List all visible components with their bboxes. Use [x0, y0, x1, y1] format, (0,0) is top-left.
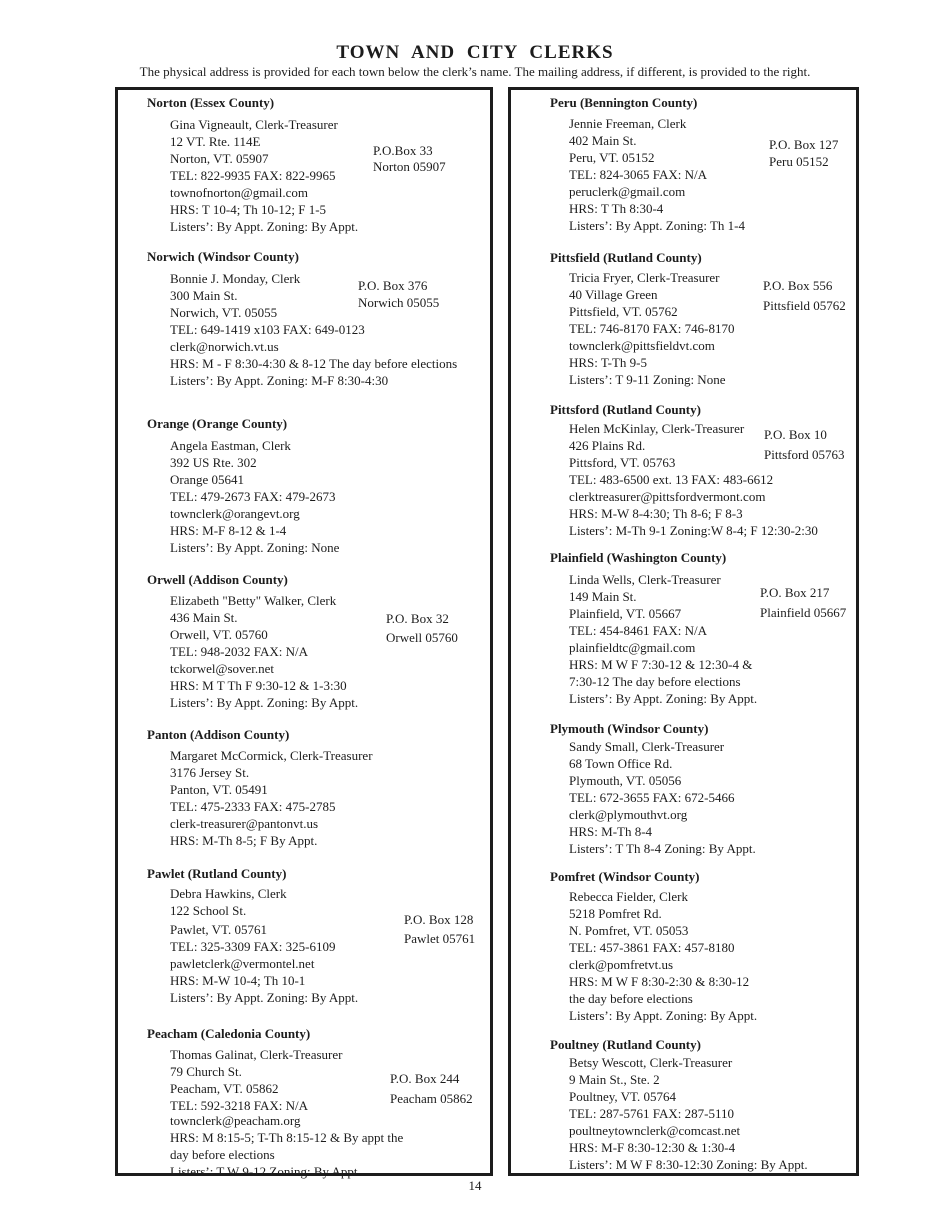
town-name: Orwell (Addison County) — [147, 572, 288, 587]
entry-line: HRS: M - F 8:30-4:30 & 8-12 The day before elections — [170, 356, 458, 371]
entry-line: HRS: T 10-4; Th 10-12; F 1-5 — [170, 202, 327, 217]
entry-line: Thomas Galinat, Clerk-Treasurer — [170, 1047, 343, 1062]
entry-line: 79 Church St. — [170, 1064, 242, 1079]
town-name: Norwich (Windsor County) — [147, 249, 299, 264]
entry-line: townofnorton@gmail.com — [170, 185, 308, 200]
entry-line: Listers’: M W F 8:30-12:30 Zoning: By Appt. — [569, 1157, 808, 1172]
entry-line: 12 VT. Rte. 114E — [170, 134, 261, 149]
entry-line: Listers’: T W 9-12 Zoning: By Appt — [170, 1164, 358, 1179]
mailing-address: Pawlet 05761 — [404, 931, 476, 946]
entry-line: Poultney, VT. 05764 — [569, 1089, 677, 1104]
entry-line: clerk-treasurer@pantonvt.us — [170, 816, 319, 831]
entry-line: 3176 Jersey St. — [170, 765, 250, 780]
entry-line: Listers’: T Th 8-4 Zoning: By Appt. — [569, 841, 756, 856]
entry-line: townclerk@orangevt.org — [170, 506, 300, 521]
entry-line: Elizabeth "Betty" Walker, Clerk — [170, 593, 337, 608]
right-column — [508, 87, 859, 1176]
mailing-address: Orwell 05760 — [386, 630, 458, 645]
entry-line: Pittsfield, VT. 05762 — [569, 304, 678, 319]
entry-line: HRS: M-W 10-4; Th 10-1 — [170, 973, 306, 988]
entry-line: pawletclerk@vermontel.net — [170, 956, 315, 971]
entry-line: peruclerk@gmail.com — [569, 184, 686, 199]
page-title: TOWN AND CITY CLERKS — [336, 42, 614, 63]
entry-line: Margaret McCormick, Clerk-Treasurer — [170, 748, 373, 763]
entry-line: Peru, VT. 05152 — [569, 150, 655, 165]
entry-line: 300 Main St. — [170, 288, 238, 303]
entry-line: TEL: 325-3309 FAX: 325-6109 — [170, 939, 336, 954]
entry-line: HRS: M T Th F 9:30-12 & 1-3:30 — [170, 678, 347, 693]
entry-line: Pawlet, VT. 05761 — [170, 922, 268, 937]
entry-line: TEL: 592-3218 FAX: N/A — [170, 1098, 309, 1113]
entry-line: Listers’: M-Th 9-1 Zoning:W 8-4; F 12:30-2:30 — [569, 523, 818, 538]
entry-line: townclerk@peacham.org — [170, 1113, 301, 1128]
entry-line: Pittsford, VT. 05763 — [569, 455, 676, 470]
entry-line: Orange 05641 — [170, 472, 245, 487]
mailing-address: P.O. Box 32 — [386, 611, 449, 626]
entry-line: Listers’: By Appt. Zoning: M-F 8:30-4:30 — [170, 373, 389, 388]
entry-line: TEL: 287-5761 FAX: 287-5110 — [569, 1106, 735, 1121]
entry-line: N. Pomfret, VT. 05053 — [569, 923, 689, 938]
entry-line: Tricia Fryer, Clerk-Treasurer — [569, 270, 720, 285]
page-subtitle: The physical address is provided for each town below the clerk’s name. The mailing address, if different, is provided to the right. — [139, 64, 811, 79]
town-name: Poultney (Rutland County) — [550, 1037, 701, 1052]
entry-line: 402 Main St. — [569, 133, 637, 148]
entry-line: Debra Hawkins, Clerk — [170, 886, 287, 901]
entry-line: Linda Wells, Clerk-Treasurer — [569, 572, 721, 587]
town-name: Panton (Addison County) — [147, 727, 290, 742]
entry-line: TEL: 672-3655 FAX: 672-5466 — [569, 790, 735, 805]
mailing-address: Peru 05152 — [769, 154, 829, 169]
town-name: Orange (Orange County) — [147, 416, 288, 431]
entry-line: 9 Main St., Ste. 2 — [569, 1072, 660, 1087]
entry-line: townclerk@pittsfieldvt.com — [569, 338, 715, 353]
entry-line: HRS: M 8:15-5; T-Th 8:15-12 & By appt the — [170, 1130, 404, 1145]
mailing-address: Peacham 05862 — [390, 1091, 473, 1106]
town-name: Pittsford (Rutland County) — [550, 402, 701, 417]
entry-line: poultneytownclerk@comcast.net — [569, 1123, 741, 1138]
entry-line: Listers’: By Appt. Zoning: Th 1-4 — [569, 218, 745, 233]
entry-line: Angela Eastman, Clerk — [170, 438, 291, 453]
left-column — [115, 87, 493, 1179]
town-name: Pittsfield (Rutland County) — [550, 250, 702, 265]
mailing-address: Norwich 05055 — [358, 295, 440, 310]
entry-line: Plainfield, VT. 05667 — [569, 606, 682, 621]
entry-line: TEL: 479-2673 FAX: 479-2673 — [170, 489, 336, 504]
entry-line: TEL: 822-9935 FAX: 822-9965 — [170, 168, 336, 183]
town-name: Plymouth (Windsor County) — [550, 721, 709, 736]
mailing-address: P.O. Box 128 — [404, 912, 474, 927]
entry-line: 426 Plains Rd. — [569, 438, 646, 453]
mailing-address: Plainfield 05667 — [760, 605, 847, 620]
entry-line: Rebecca Fielder, Clerk — [569, 889, 688, 904]
mailing-address: P.O.Box 33 — [373, 143, 433, 158]
entry-line: TEL: 824-3065 FAX: N/A — [569, 167, 708, 182]
entry-line: HRS: M-Th 8-5; F By Appt. — [170, 833, 318, 848]
entry-line: HRS: M-Th 8-4 — [569, 824, 653, 839]
entry-line: 40 Village Green — [569, 287, 658, 302]
town-name: Peru (Bennington County) — [550, 95, 698, 110]
town-name: Plainfield (Washington County) — [550, 550, 727, 565]
entry-line: tckorwel@sover.net — [170, 661, 275, 676]
entry-line: Norwich, VT. 05055 — [170, 305, 278, 320]
entry-line: Listers’: T 9-11 Zoning: None — [569, 372, 726, 387]
entry-line: Bonnie J. Monday, Clerk — [170, 271, 301, 286]
entry-line: 392 US Rte. 302 — [170, 455, 257, 470]
entry-line: TEL: 475-2333 FAX: 475-2785 — [170, 799, 336, 814]
entry-line: clerk@pomfretvt.us — [569, 957, 674, 972]
town-name: Norton (Essex County) — [147, 95, 275, 110]
entry-line: HRS: M W F 8:30-2:30 & 8:30-12 — [569, 974, 750, 989]
entry-line: HRS: M-F 8-12 & 1-4 — [170, 523, 287, 538]
entry-line: Jennie Freeman, Clerk — [569, 116, 687, 131]
entry-line: HRS: T Th 8:30-4 — [569, 201, 664, 216]
entry-line: 436 Main St. — [170, 610, 238, 625]
town-name: Pomfret (Windsor County) — [550, 869, 700, 884]
entry-line: HRS: M-F 8:30-12:30 & 1:30-4 — [569, 1140, 736, 1155]
mailing-address: Norton 05907 — [373, 159, 446, 174]
entry-line: 68 Town Office Rd. — [569, 756, 673, 771]
mailing-address: Pittsford 05763 — [764, 447, 845, 462]
mailing-address: P.O. Box 10 — [764, 427, 827, 442]
entry-line: TEL: 746-8170 FAX: 746-8170 — [569, 321, 735, 336]
entry-line: TEL: 454-8461 FAX: N/A — [569, 623, 708, 638]
entry-line: Plymouth, VT. 05056 — [569, 773, 682, 788]
entry-line: TEL: 649-1419 x103 FAX: 649-0123 — [170, 322, 365, 337]
entry-line: Listers’: By Appt. Zoning: By Appt. — [569, 1008, 758, 1023]
entry-line: day before elections — [170, 1147, 275, 1162]
entry-line: clerk@norwich.vt.us — [170, 339, 279, 354]
entry-line: Orwell, VT. 05760 — [170, 627, 268, 642]
entry-line: Listers’: By Appt. Zoning: By Appt. — [569, 691, 758, 706]
entry-line: 122 School St. — [170, 903, 247, 918]
page-number: 14 — [468, 1178, 482, 1193]
entry-line: HRS: M-W 8-4:30; Th 8-6; F 8-3 — [569, 506, 743, 521]
mailing-address: P.O. Box 376 — [358, 278, 428, 293]
entry-line: Helen McKinlay, Clerk-Treasurer — [569, 421, 745, 436]
entry-line: TEL: 483-6500 ext. 13 FAX: 483-6612 — [569, 472, 774, 487]
entry-line: Norton, VT. 05907 — [170, 151, 269, 166]
entry-line: clerk@plymouthvt.org — [569, 807, 688, 822]
mailing-address: P.O. Box 127 — [769, 137, 839, 152]
entry-line: Betsy Wescott, Clerk-Treasurer — [569, 1055, 733, 1070]
entry-line: Listers’: By Appt. Zoning: By Appt. — [170, 990, 359, 1005]
entry-line: 5218 Pomfret Rd. — [569, 906, 662, 921]
entry-line: 7:30-12 The day before elections — [569, 674, 741, 689]
mailing-address: P.O. Box 244 — [390, 1071, 460, 1086]
mailing-address: P.O. Box 217 — [760, 585, 830, 600]
entry-line: plainfieldtc@gmail.com — [569, 640, 696, 655]
town-name: Peacham (Caledonia County) — [147, 1026, 311, 1041]
entry-line: TEL: 457-3861 FAX: 457-8180 — [569, 940, 735, 955]
entry-line: Listers’: By Appt. Zoning: By Appt. — [170, 219, 359, 234]
entry-line: Listers’: By Appt. Zoning: None — [170, 540, 340, 555]
entry-line: TEL: 948-2032 FAX: N/A — [170, 644, 309, 659]
mailing-address: Pittsfield 05762 — [763, 298, 846, 313]
entry-line: clerktreasurer@pittsfordvermont.com — [569, 489, 766, 504]
entry-line: the day before elections — [569, 991, 693, 1006]
entry-line: HRS: T-Th 9-5 — [569, 355, 648, 370]
entry-line: Panton, VT. 05491 — [170, 782, 268, 797]
town-name: Pawlet (Rutland County) — [147, 866, 287, 881]
entry-line: Listers’: By Appt. Zoning: By Appt. — [170, 695, 359, 710]
entry-line: Sandy Small, Clerk-Treasurer — [569, 739, 725, 754]
entry-line: Gina Vigneault, Clerk-Treasurer — [170, 117, 338, 132]
entry-line: 149 Main St. — [569, 589, 637, 604]
entry-line: HRS: M W F 7:30-12 & 12:30-4 & — [569, 657, 753, 672]
mailing-address: P.O. Box 556 — [763, 278, 833, 293]
entry-line: Peacham, VT. 05862 — [170, 1081, 279, 1096]
